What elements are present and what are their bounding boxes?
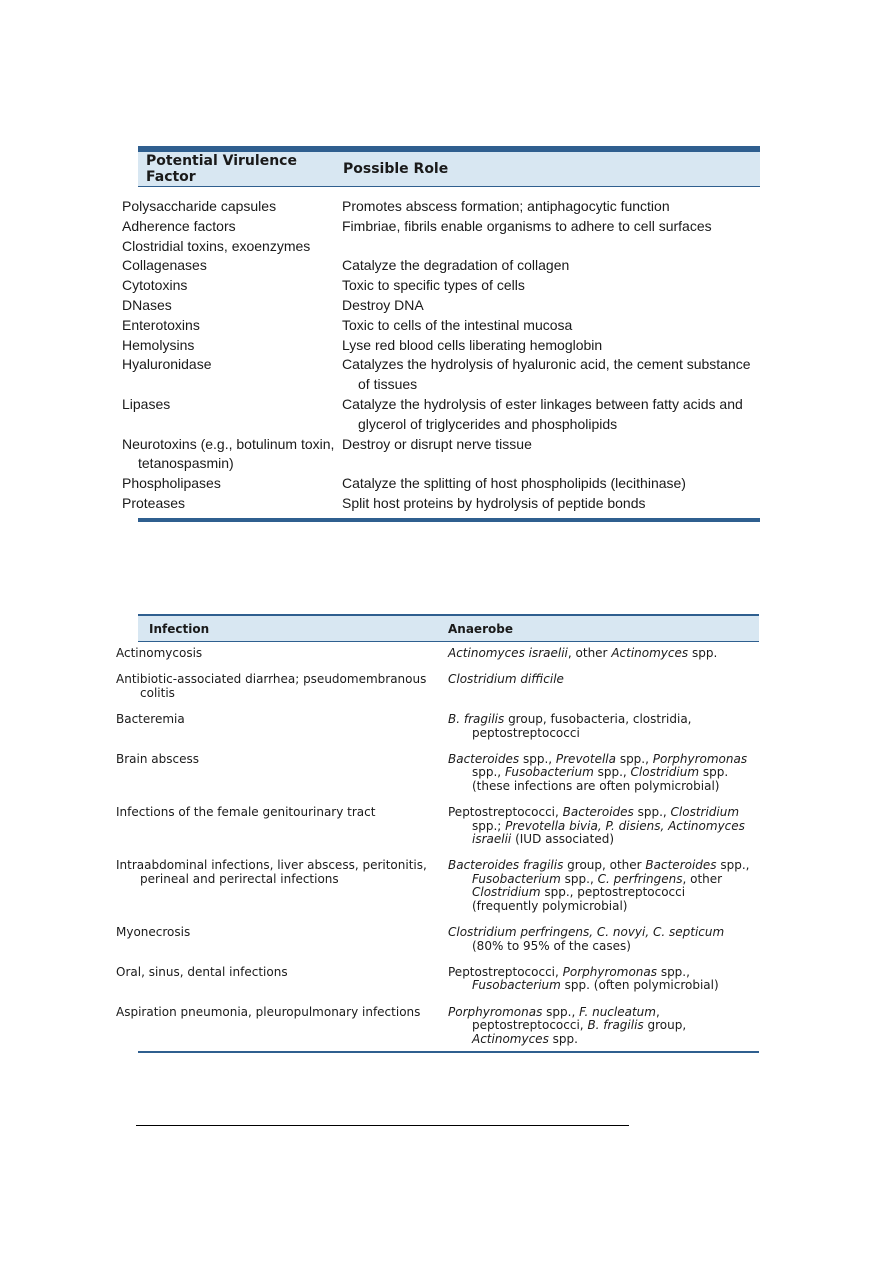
possible-role-cell: Toxic to cells of the intestinal mucosa: [342, 316, 573, 333]
table-row: [116, 712, 759, 740]
anaerobe-text: (IUD associated): [511, 832, 615, 847]
organism-name: Actinomyces: [611, 646, 689, 660]
organism-name: Porphyromonas: [652, 752, 748, 767]
virulence-factor-cell: Proteases: [122, 494, 186, 511]
organism-name: B. fragilis: [448, 712, 505, 727]
virulence-factor-cell: Phospholipases: [122, 475, 221, 492]
virulence-factor-cell: Lipases: [122, 395, 171, 412]
table-row: [122, 237, 760, 257]
anaerobe-text: spp.,: [560, 871, 598, 886]
possible-role-cell: Destroy or disrupt nerve tissue: [342, 435, 532, 452]
table-bottom-rule: [138, 1051, 759, 1053]
table-bottom-rule: [138, 518, 760, 522]
organism-name: B. fragilis: [587, 1018, 644, 1033]
anaerobe-text: Peptostreptococci,: [448, 964, 563, 979]
organism-name: Clostridium difficile: [448, 672, 564, 687]
infection-cell: Myonecrosis: [116, 925, 191, 940]
organism-name: Actinomyces israelii: [448, 646, 568, 660]
table-row: [116, 752, 759, 793]
virulence-factor-cell: Polysaccharide capsules: [122, 198, 277, 214]
possible-role-cell: Fimbriae, fibrils enable organisms to adhere to cell surfaces: [342, 217, 712, 234]
anaerobe-text: spp., peptostreptococci (frequently polymicrobial): [472, 885, 686, 913]
column-header-anaerobe: Anaerobe: [448, 621, 513, 636]
anaerobe-text: spp.,: [593, 765, 631, 780]
virulence-factor-cell: Hyaluronidase: [122, 356, 212, 373]
organism-name: Clostridium: [630, 765, 700, 780]
infection-cell: Antibiotic-associated diarrhea; pseudomembranous colitis: [116, 672, 427, 700]
possible-role-cell: [342, 237, 760, 257]
organism-name: Porphyromonas: [448, 1004, 543, 1019]
anaerobe-text: spp.: [688, 646, 718, 660]
virulence-factor-cell: Enterotoxins: [122, 316, 200, 333]
virulence-factor-cell: Hemolysins: [122, 336, 195, 353]
virulence-factor-cell: Cytotoxins: [122, 277, 188, 294]
organism-name: C. perfringens: [597, 871, 683, 886]
column-header-factor: Potential Virulence Factor: [146, 153, 297, 185]
table-row: [116, 672, 759, 700]
organism-name: Clostridium perfringens, C. novyi, C. septicum: [448, 925, 725, 940]
anaerobe-text: spp. (often polymicrobial): [560, 978, 719, 993]
anaerobe-cell: [448, 966, 759, 993]
anaerobe-cell: [448, 673, 759, 700]
anaerobe-text: group, other: [563, 858, 646, 873]
organism-name: Prevotella bivia, P. disiens, Actinomyces israelii: [472, 818, 745, 847]
anaerobe-text: spp.,: [616, 752, 653, 767]
table-row: [122, 197, 760, 217]
infection-cell: Bacteremia: [116, 712, 185, 727]
possible-role-cell: Catalyze the splitting of host phospholipids (lecithinase): [342, 475, 686, 492]
possible-role-cell: Catalyze the degradation of collagen: [342, 257, 570, 274]
organism-name: Prevotella: [555, 752, 616, 767]
table-row: [116, 805, 759, 847]
anaerobe-text: spp.: [548, 1031, 578, 1046]
table-row: [122, 395, 760, 435]
possible-role-cell: Destroy DNA: [342, 296, 424, 313]
anaerobe-cell: [448, 859, 759, 913]
virulence-factor-cell: DNases: [122, 296, 172, 313]
anaerobe-text: , other: [567, 646, 612, 660]
anaerobe-text: spp.,: [716, 858, 750, 873]
table-row: [116, 858, 759, 913]
anaerobe-text: spp.,: [472, 765, 505, 780]
infection-cell: Aspiration pneumonia, pleuropulmonary infections: [116, 1004, 421, 1019]
possible-role-cell: Catalyze the hydrolysis of ester linkages between fatty acids and glycerol of triglycerides and phospholipids: [342, 395, 743, 432]
anaerobe-text: (80% to 95% of the cases): [472, 938, 631, 953]
table-body: [116, 642, 759, 1051]
organism-name: Bacteroides: [645, 858, 717, 873]
table-row: [122, 474, 760, 494]
table-row: [116, 964, 759, 993]
infection-cell: Brain abscess: [116, 752, 199, 767]
virulence-factor-cell: Neurotoxins (e.g., botulinum toxin, tetanospasmin): [122, 435, 335, 472]
anaerobe-text: spp.;: [472, 818, 506, 833]
table-body: [122, 187, 760, 518]
possible-role-cell: Catalyzes the hydrolysis of hyaluronic acid, the cement substance of tissues: [342, 356, 751, 393]
anaerobe-text: spp.,: [657, 964, 690, 979]
anaerobe-text: group,: [643, 1018, 687, 1033]
possible-role-cell: Split host proteins by hydrolysis of peptide bonds: [342, 494, 646, 511]
table-row: [122, 494, 760, 514]
table-row: [122, 355, 760, 395]
infection-cell: Infections of the female genitourinary tract: [116, 805, 376, 820]
anaerobe-cell: [448, 806, 759, 846]
anaerobe-text: spp. (these infections are often polymicrobial): [472, 765, 729, 793]
table-row: [122, 296, 760, 316]
table-header-row: [138, 152, 760, 187]
column-header-role: Possible Role: [343, 161, 449, 177]
table-row: [116, 646, 759, 660]
anaerobe-cell: [448, 926, 759, 953]
organism-name: Fusobacterium: [472, 871, 561, 886]
infection-cell: Actinomycosis: [116, 646, 203, 660]
organism-name: F. nucleatum: [579, 1004, 656, 1019]
organism-name: Fusobacterium: [504, 765, 594, 780]
organism-name: Bacteroides fragilis: [448, 858, 564, 873]
organism-name: Porphyromonas: [562, 964, 657, 979]
organism-name: Bacteroides: [562, 805, 634, 820]
anaerobe-cell: [448, 753, 759, 793]
table-header-row: [138, 616, 759, 642]
virulence-factor-cell: Collagenases: [122, 257, 207, 274]
table-row: [116, 1004, 759, 1046]
possible-role-cell: Toxic to specific types of cells: [342, 277, 525, 294]
virulence-factor-cell: Adherence factors: [122, 217, 236, 234]
table-row: [122, 316, 760, 336]
organism-name: Fusobacterium: [472, 978, 561, 993]
anaerobe-text: spp.,: [633, 805, 671, 820]
organism-name: Bacteroides: [448, 752, 520, 767]
table-row: [122, 336, 760, 356]
anaerobe-cell: [448, 647, 759, 660]
organism-name: Clostridium: [670, 805, 740, 820]
anaerobe-infection-table: [116, 614, 759, 1053]
column-header-infection: Infection: [149, 621, 210, 636]
footnote-divider: [136, 1125, 629, 1126]
anaerobe-text: Peptostreptococci,: [448, 805, 563, 820]
anaerobe-text: , other: [682, 871, 723, 886]
table-row: [122, 217, 760, 237]
infection-cell: Intraabdominal infections, liver abscess, peritonitis, perineal and perirectal infections: [116, 858, 427, 886]
table-row: [122, 256, 760, 276]
anaerobe-text: spp.,: [519, 752, 556, 767]
anaerobe-text: , peptostreptococci,: [472, 1004, 660, 1033]
possible-role-cell: Promotes abscess formation; antiphagocytic function: [342, 198, 670, 214]
organism-name: Clostridium: [472, 885, 541, 900]
possible-role-cell: Lyse red blood cells liberating hemoglobin: [342, 336, 603, 353]
table-row: [122, 276, 760, 296]
table-row: [122, 435, 760, 475]
anaerobe-text: spp.,: [542, 1004, 580, 1019]
organism-name: Actinomyces: [472, 1031, 549, 1046]
anaerobe-text: group, fusobacteria, clostridia, peptostreptococci: [472, 712, 692, 740]
anaerobe-cell: [448, 1006, 759, 1046]
table-row: [116, 925, 759, 953]
infection-cell: Oral, sinus, dental infections: [116, 964, 288, 979]
virulence-factor-table: [122, 146, 760, 522]
anaerobe-cell: [448, 713, 759, 740]
virulence-factor-cell: Clostridial toxins, exoenzymes: [122, 237, 311, 254]
